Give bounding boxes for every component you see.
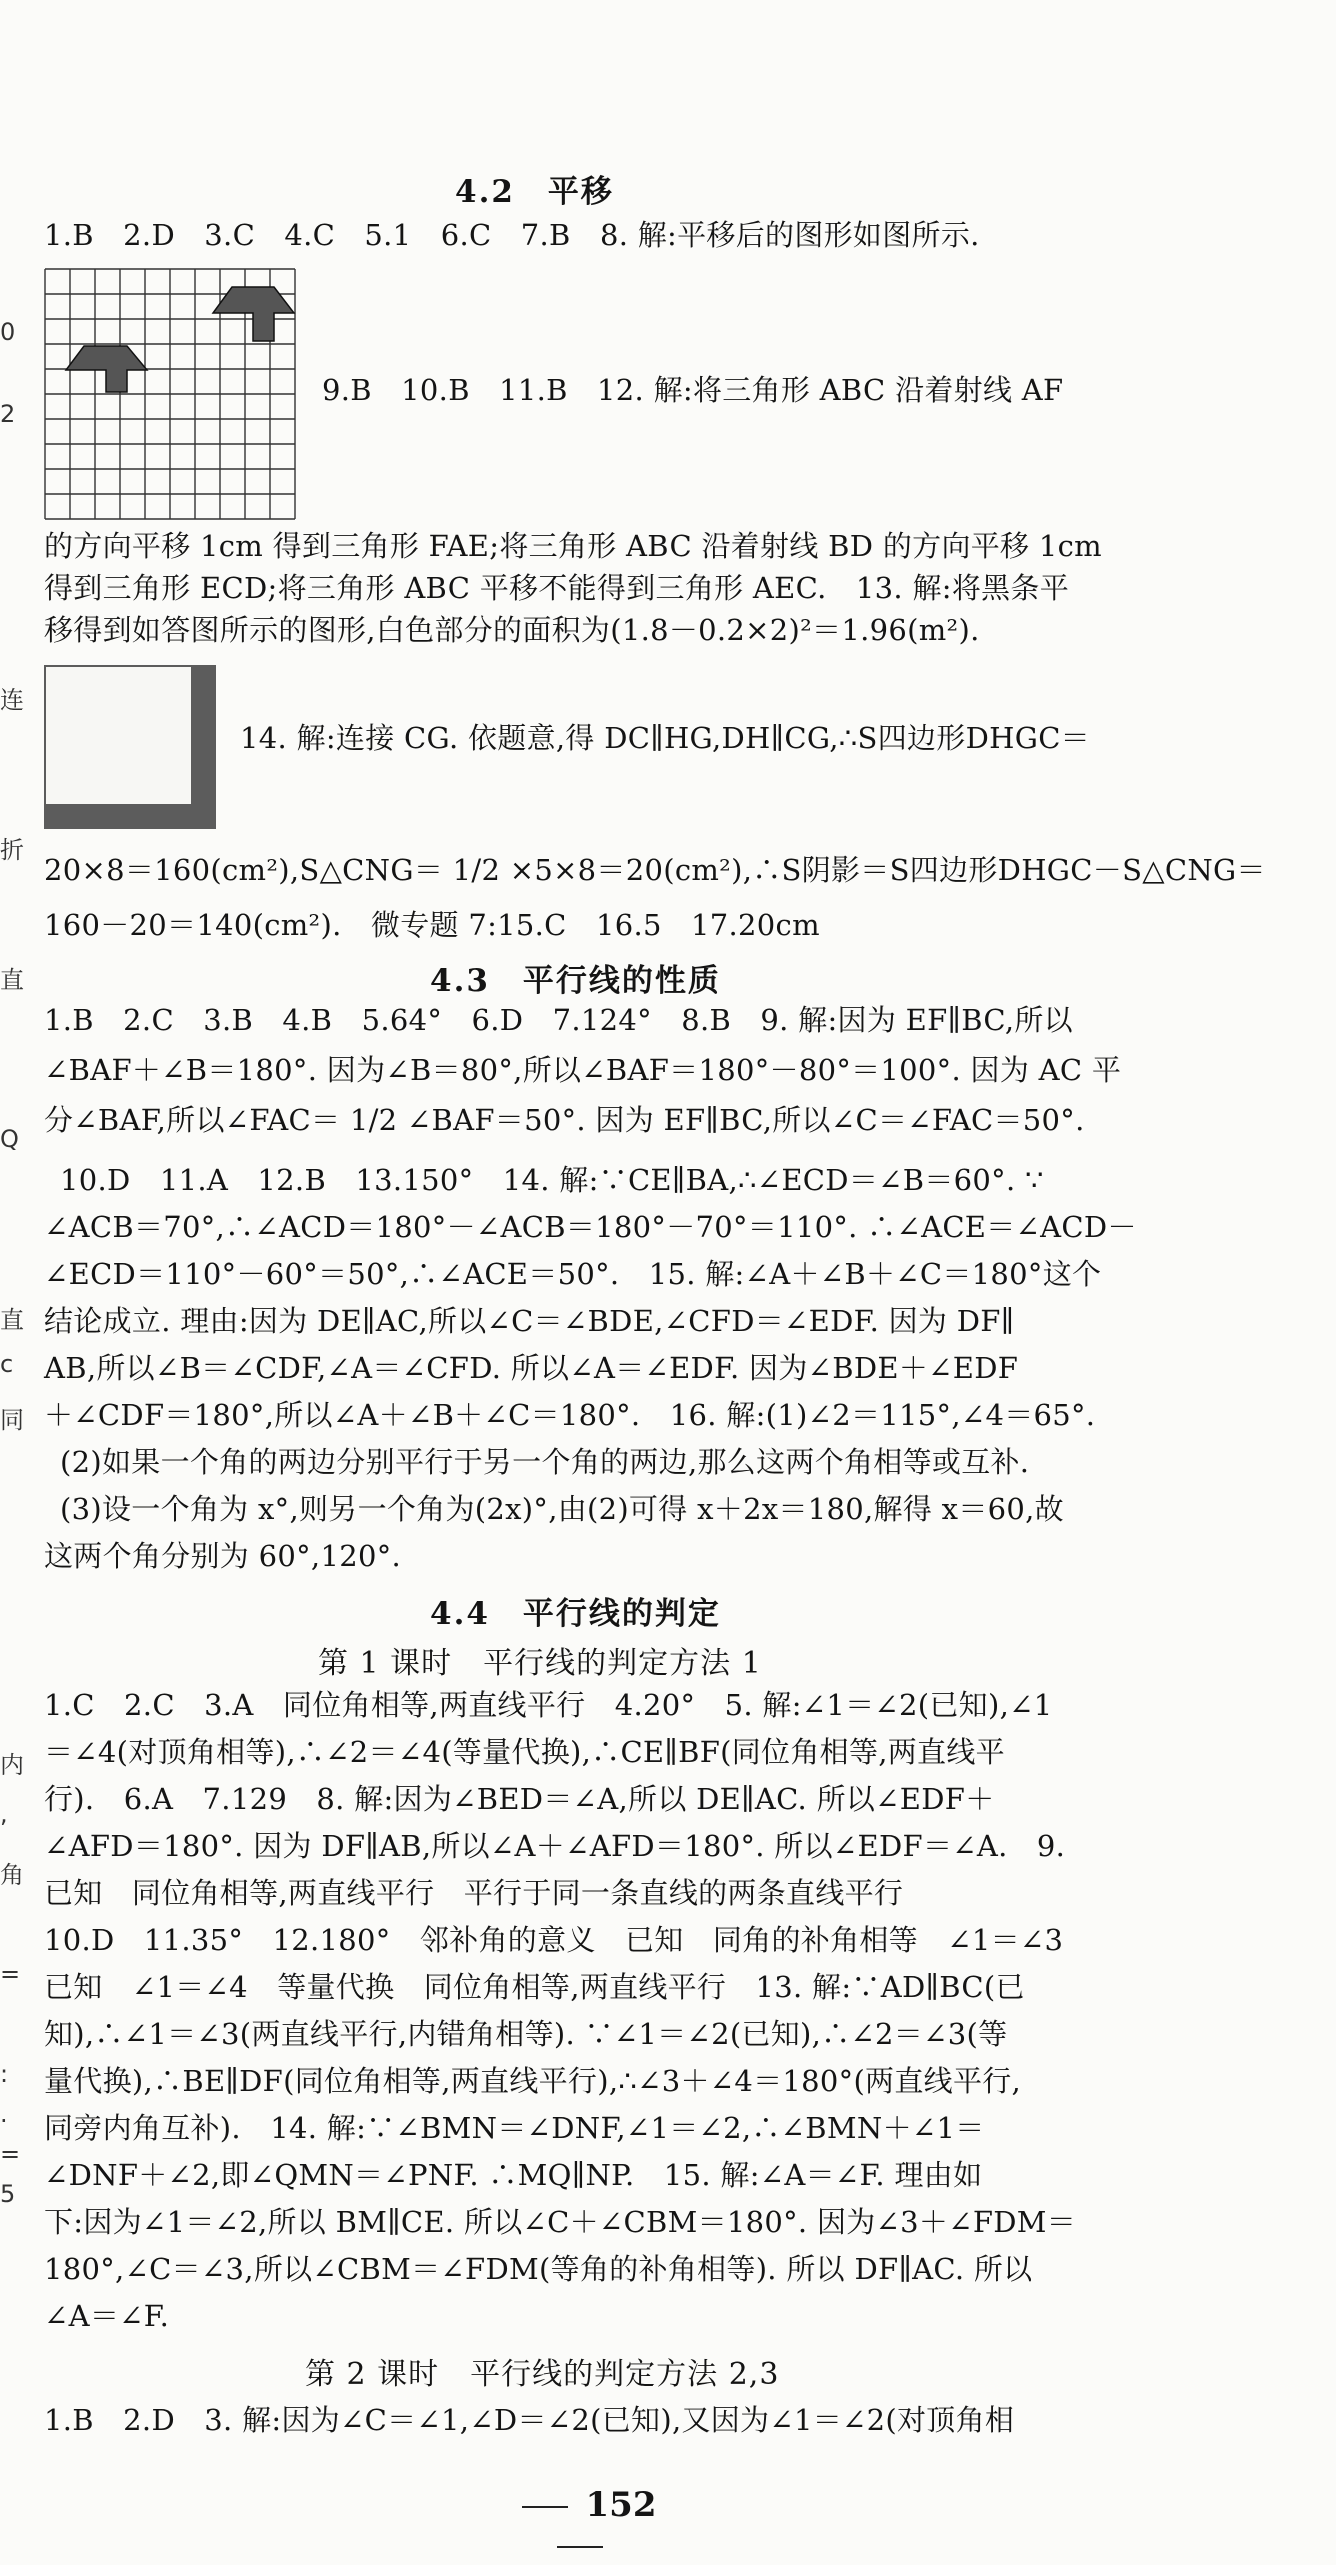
answer-line: 行). 6.A 7.129 8. 解:因为∠BED＝∠A,所以 DE∥AC. 所以∠EDF＋ bbox=[44, 1782, 995, 1816]
answer-line: 已知 ∠1＝∠4 等量代换 同位角相等,两直线平行 13. 解:∵AD∥BC(已 bbox=[44, 1970, 1025, 2004]
answer-line: 同旁内角互补). 14. 解:∵∠BMN＝∠DNF,∠1＝∠2,∴∠BMN＋∠1＝ bbox=[44, 2111, 985, 2145]
answer-line: 1.B 2.C 3.B 4.B 5.64° 6.D 7.124° 8.B 9. 解:因为 EF∥BC,所以 bbox=[44, 1003, 1073, 1037]
answer-line: ∠ECD＝110°－60°＝50°,∴∠ACE＝50°. 15. 解:∠A＋∠B＋∠C＝180°这个 bbox=[44, 1257, 1102, 1291]
answer-line: 180°,∠C＝∠3,所以∠CBM＝∠FDM(等角的补角相等). 所以 DF∥AC. 所以 bbox=[44, 2252, 1033, 2286]
answer-line: ＝∠4(对顶角相等),∴∠2＝∠4(等量代换),∴CE∥BF(同位角相等,两直线平 bbox=[44, 1735, 1005, 1769]
margin-mark: = bbox=[0, 1960, 21, 1988]
lesson-title-2: 第 2 课时 平行线的判定方法 2,3 bbox=[305, 2357, 780, 2392]
answer-line: 已知 同位角相等,两直线平行 平行于同一条直线的两条直线平行 bbox=[44, 1876, 904, 1910]
answer-line: 1.C 2.C 3.A 同位角相等,两直线平行 4.20° 5. 解:∠1＝∠2(已知),∠1 bbox=[44, 1688, 1053, 1722]
margin-mark: 内 bbox=[0, 1751, 24, 1779]
answer-line: 1.B 2.D 3. 解:因为∠C＝∠1,∠D＝∠2(已知),又因为∠1＝∠2(对顶角相 bbox=[44, 2403, 1015, 2437]
answer-line: 1.B 2.D 3.C 4.C 5.1 6.C 7.B 8. 解:平移后的图形如图所示. bbox=[44, 218, 980, 252]
answer-line: 14. 解:连接 CG. 依题意,得 DC∥HG,DH∥CG,∴S四边形DHGC＝ bbox=[240, 721, 1090, 755]
margin-mark: 同 bbox=[0, 1406, 24, 1434]
answer-line: ∠A＝∠F. bbox=[44, 2299, 170, 2333]
margin-mark: 直 bbox=[0, 1306, 24, 1334]
answer-line: 结论成立. 理由:因为 DE∥AC,所以∠C＝∠BDE,∠CFD＝∠EDF. 因为 DF∥ bbox=[44, 1304, 1015, 1338]
margin-mark: 角 bbox=[0, 1861, 24, 1889]
section-title-4-4: 4.4 平行线的判定 bbox=[430, 1596, 721, 1632]
arrow-shape-original bbox=[66, 346, 147, 392]
answer-line: ∠ACB＝70°,∴∠ACD＝180°－∠ACB＝180°－70°＝110°. ∴∠ACE＝∠ACD－ bbox=[44, 1210, 1137, 1244]
margin-mark: . bbox=[0, 2100, 8, 2128]
answer-line: ∠AFD＝180°. 因为 DF∥AB,所以∠A＋∠AFD＝180°. 所以∠EDF＝∠A. 9. bbox=[44, 1829, 1066, 1863]
section-title-4-3: 4.3 平行线的性质 bbox=[430, 963, 721, 999]
answer-line: 得到三角形 ECD;将三角形 ABC 平移不能得到三角形 AEC. 13. 解:将黑条平 bbox=[44, 571, 1070, 605]
answer-line: (2)如果一个角的两边分别平行于另一个角的两边,那么这两个角相等或互补. bbox=[60, 1445, 1030, 1479]
lesson-title-1: 第 1 课时 平行线的判定方法 1 bbox=[318, 1646, 762, 1681]
margin-mark: c bbox=[0, 1350, 14, 1378]
answer-line: 这两个角分别为 60°,120°. bbox=[44, 1539, 402, 1573]
margin-mark: 2 bbox=[0, 400, 16, 428]
margin-mark: Q bbox=[0, 1125, 19, 1153]
margin-mark: : bbox=[0, 2060, 9, 2088]
section-title-4-2: 4.2 平移 bbox=[455, 174, 614, 210]
answer-line: 9.B 10.B 11.B 12. 解:将三角形 ABC 沿着射线 AF bbox=[322, 373, 1064, 407]
answer-line: AB,所以∠B＝∠CDF,∠A＝∠CFD. 所以∠A＝∠EDF. 因为∠BDE＋∠EDF bbox=[44, 1351, 1019, 1385]
answer-line: 量代换),∴BE∥DF(同位角相等,两直线平行),∴∠3＋∠4＝180°(两直线平行, bbox=[44, 2064, 1022, 2098]
answer-line: 10.D 11.35° 12.180° 邻补角的意义 已知 同角的补角相等 ∠1＝∠3 bbox=[44, 1923, 1064, 1957]
margin-mark: 5 bbox=[0, 2180, 16, 2208]
answer-line: 160－20＝140(cm²). 微专题 7:15.C 16.5 17.20cm bbox=[44, 908, 820, 942]
answer-line: 分∠BAF,所以∠FAC＝ 1/2 ∠BAF＝50°. 因为 EF∥BC,所以∠C＝∠FAC＝50°. bbox=[44, 1103, 1085, 1137]
margin-mark: = bbox=[0, 2140, 21, 2168]
grid-figure bbox=[44, 268, 296, 520]
square-strip-figure bbox=[44, 665, 216, 829]
answer-line: ＋∠CDF＝180°,所以∠A＋∠B＋∠C＝180°. 16. 解:(1)∠2＝115°,∠4＝65°. bbox=[44, 1398, 1096, 1432]
answer-line: 20×8＝160(cm²),S△CNG＝ 1/2 ×5×8＝20(cm²),∴S阴影＝S四边形DHGC－S△CNG＝ bbox=[44, 853, 1266, 887]
arrow-shape-translated bbox=[213, 287, 294, 341]
margin-mark: 折 bbox=[0, 836, 24, 864]
margin-mark: , bbox=[0, 1800, 8, 1828]
margin-mark: 连 bbox=[0, 686, 24, 714]
answer-line: (3)设一个角为 x°,则另一个角为(2x)°,由(2)可得 x＋2x＝180,解得 x＝60,故 bbox=[60, 1492, 1064, 1526]
answer-line: 的方向平移 1cm 得到三角形 FAE;将三角形 ABC 沿着射线 BD 的方向平移 1cm bbox=[44, 529, 1102, 563]
margin-mark: 0 bbox=[0, 318, 16, 346]
answer-line: ∠DNF＋∠2,即∠QMN＝∠PNF. ∴MQ∥NP. 15. 解:∠A＝∠F. 理由如 bbox=[44, 2158, 983, 2192]
answer-line: 下:因为∠1＝∠2,所以 BM∥CE. 所以∠C＋∠CBM＝180°. 因为∠3＋∠FDM＝ bbox=[44, 2205, 1077, 2239]
answer-line: 10.D 11.A 12.B 13.150° 14. 解:∵CE∥BA,∴∠ECD＝∠B＝60°. ∵ bbox=[60, 1163, 1044, 1197]
margin-mark: 直 bbox=[0, 966, 24, 994]
answer-line: 知),∴∠1＝∠3(两直线平行,内错角相等). ∵∠1＝∠2(已知),∴∠2＝∠3(等 bbox=[44, 2017, 1008, 2051]
answer-line: 移得到如答图所示的图形,白色部分的面积为(1.8－0.2×2)²＝1.96(m²). bbox=[44, 613, 980, 647]
answer-line: ∠BAF＋∠B＝180°. 因为∠B＝80°,所以∠BAF＝180°－80°＝100°. 因为 AC 平 bbox=[44, 1053, 1122, 1087]
page-number: 152 bbox=[470, 2485, 690, 2565]
